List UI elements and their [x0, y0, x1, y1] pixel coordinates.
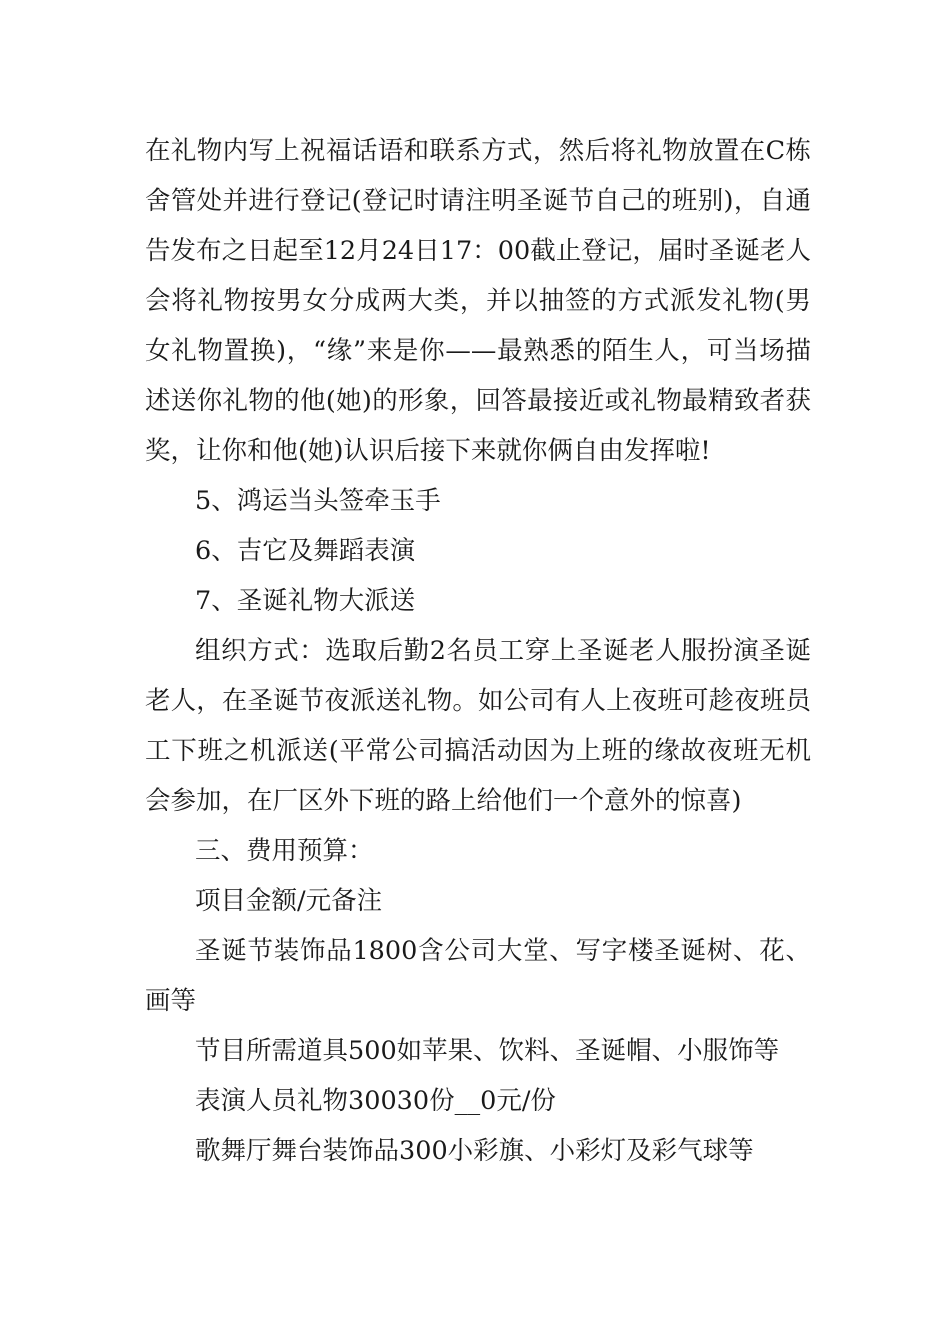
list-item-7: 7、圣诞礼物大派送: [195, 586, 416, 616]
budget-row-decorations: 圣诞节装饰品1800含公司大堂、写字楼圣诞树、花、画等: [145, 936, 811, 1016]
section-heading-budget: 三、费用预算：: [195, 836, 374, 866]
budget-row-performer-gifts: 表演人员礼物30030份__0元/份: [195, 1086, 556, 1116]
paragraph-gift-rules: 在礼物内写上祝福话语和联系方式，然后将礼物放置在C栋舍管处并进行登记(登记时请注明圣诞节自己的班别)，自通告发布之日起至12月24日17：00截止登记，届时圣诞老人会将礼物按男女分成两大类，并以抽签的方式派发礼物(男女礼物置换)，“缘”来是你——最熟悉的陌生人，可当场描述送你礼物的他(她)的形象，回答最接近或礼物最精致者获奖，让你和他(她)认识后接下来就你俩自由发挥啦!: [145, 136, 811, 466]
list-item-6: 6、吉它及舞蹈表演: [195, 536, 416, 566]
document-body: [145, 126, 811, 1176]
budget-header: 项目金额/元备注: [195, 886, 383, 916]
paragraph-organization: 组织方式：选取后勤2名员工穿上圣诞老人服扮演圣诞老人，在圣诞节夜派送礼物。如公司有人上夜班可趁夜班员工下班之机派送(平常公司搞活动因为上班的缘故夜班无机会参加，在厂区外下班的路上给他们一个意外的惊喜): [145, 636, 811, 816]
list-item-5: 5、鸿运当头签牵玉手: [195, 486, 441, 516]
budget-row-stage-decorations: 歌舞厅舞台装饰品300小彩旗、小彩灯及彩气球等: [195, 1136, 754, 1166]
budget-row-props: 节目所需道具500如苹果、饮料、圣诞帽、小服饰等: [195, 1036, 780, 1066]
